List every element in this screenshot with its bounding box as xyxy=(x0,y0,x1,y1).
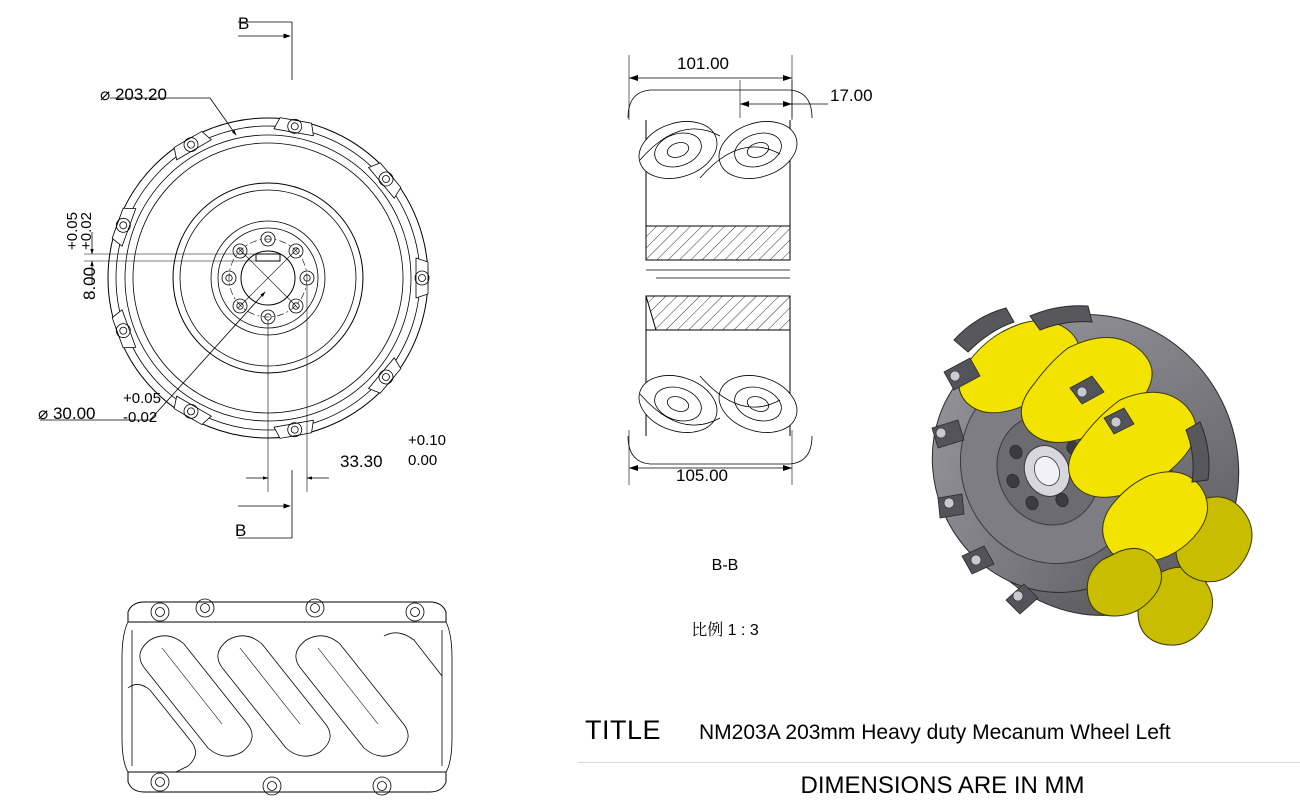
section-mark-bottom-label: B xyxy=(235,521,247,540)
title-label: TITLE xyxy=(585,715,662,745)
dim-bolt-circle: 33.30 xyxy=(340,452,383,471)
title-value: NM203A 203mm Heavy duty Mecanum Wheel Left xyxy=(699,721,1171,744)
dim-bore-tol-lower: -0.02 xyxy=(123,409,158,426)
section-caption-line2: 比例 1 : 3 xyxy=(691,621,759,639)
dim-outer-diameter: ⌀ 203.20 xyxy=(100,85,167,104)
section-caption-line1: B-B xyxy=(711,557,739,575)
dim-keyway-tol-lower: +0.02 xyxy=(78,212,95,250)
side-view-geometry xyxy=(122,599,452,795)
dim-overall-width: 105.00 xyxy=(676,466,728,485)
units-note: DIMENSIONS ARE IN MM xyxy=(800,772,1085,799)
dim-offset: 17.00 xyxy=(830,86,873,105)
section-caption-bb xyxy=(650,512,800,685)
dim-keyway-width: 8.00 xyxy=(80,266,99,300)
dim-bore-diameter: ⌀ 30.00 xyxy=(38,404,96,423)
dim-keyway-tol-upper: +0.05 xyxy=(64,212,81,250)
dim-bore-tol-upper: +0.05 xyxy=(123,390,161,407)
title-block xyxy=(585,715,1300,746)
dim-hub-width: 101.00 xyxy=(677,54,729,73)
dim-bolt-circle-tol-lower: 0.00 xyxy=(408,452,438,469)
section-view-geometry xyxy=(628,55,828,485)
section-mark-top-label: B xyxy=(238,14,250,33)
dim-bolt-circle-tol-upper: +0.10 xyxy=(408,432,446,449)
isometric-view-geometry xyxy=(892,268,1286,661)
title-divider xyxy=(578,762,1300,763)
